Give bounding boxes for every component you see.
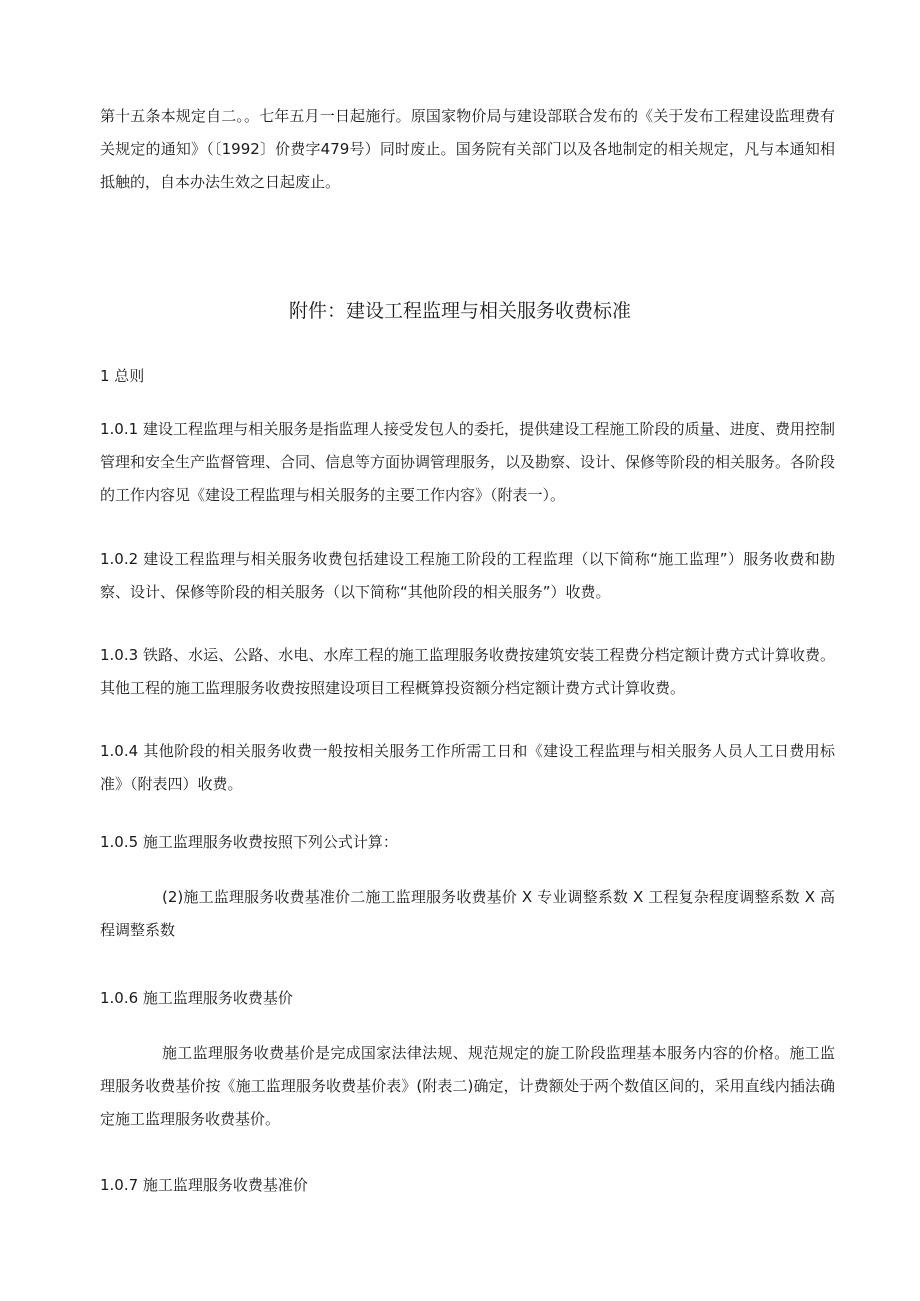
clause-1-0-5: 1.0.5 施工监理服务收费按照下列公式计算： <box>100 833 398 851</box>
clause-1-0-1: 1.0.1 建设工程监理与相关服务是指监理人接受发包人的委托，提供建设工程施工阶段的质量、进度、费用控制管理和安全生产监督管理、合同、信息等方面协调管理服务，以及勘察、设计、保修等阶段的相关服务。各阶段的工作内容见《建设工程监理与相关服务的主要工作内容》（附表一）。 <box>100 420 836 504</box>
formula-paragraph: (2)施工监理服务收费基准价二施工监理服务收费基价 X 专业调整系数 X 工程复杂程度调整系数 X 高程调整系数 <box>100 888 835 939</box>
article-15-paragraph: 第十五条本规定自二。。七年五月一日起施行。原国家物价局与建设部联合发布的《关于发布工程建设监理费有关规定的通知》（〔1992〕价费字479号）同时废止。国务院有关部门以及各地制定的相关规定，凡与本通知相抵触的，自本办法生效之日起废止。 <box>100 107 835 191</box>
section-1-heading: 1 总则 <box>100 367 145 385</box>
clause-1-0-2: 1.0.2 建设工程监理与相关服务收费包括建设工程施工阶段的工程监理（以下简称“施工监理”）服务收费和勘察、设计、保修等阶段的相关服务（以下简称“其他阶段的相关服务”）收费。 <box>100 550 835 601</box>
clause-1-0-3: 1.0.3 铁路、水运、公路、水电、水库工程的施工监理服务收费按建筑安装工程费分档定额计费方式计算收费。其他工程的施工监理服务收费按照建设项目工程概算投资额分档定额计费方式计算收费。 <box>100 646 835 697</box>
clause-1-0-6-heading: 1.0.6 施工监理服务收费基价 <box>100 989 293 1007</box>
attachment-title: 附件：建设工程监理与相关服务收费标准 <box>288 300 631 322</box>
clause-1-0-6-body: 施工监理服务收费基价是完成国家法律法规、规范规定的旋工阶段监理基本服务内容的价格。施工监理服务收费基价按《施工监理服务收费基价表》(附表二)确定，计费额处于两个数值区间的，采用直线内插法确定施工监理服务收费基价。 <box>100 1044 835 1128</box>
clause-1-0-4: 1.0.4 其他阶段的相关服务收费一般按相关服务工作所需工日和《建设工程监理与相关服务人员人工日费用标准》（附表四）收费。 <box>100 742 835 793</box>
clause-1-0-7-heading: 1.0.7 施工监理服务收费基准价 <box>100 1176 308 1194</box>
